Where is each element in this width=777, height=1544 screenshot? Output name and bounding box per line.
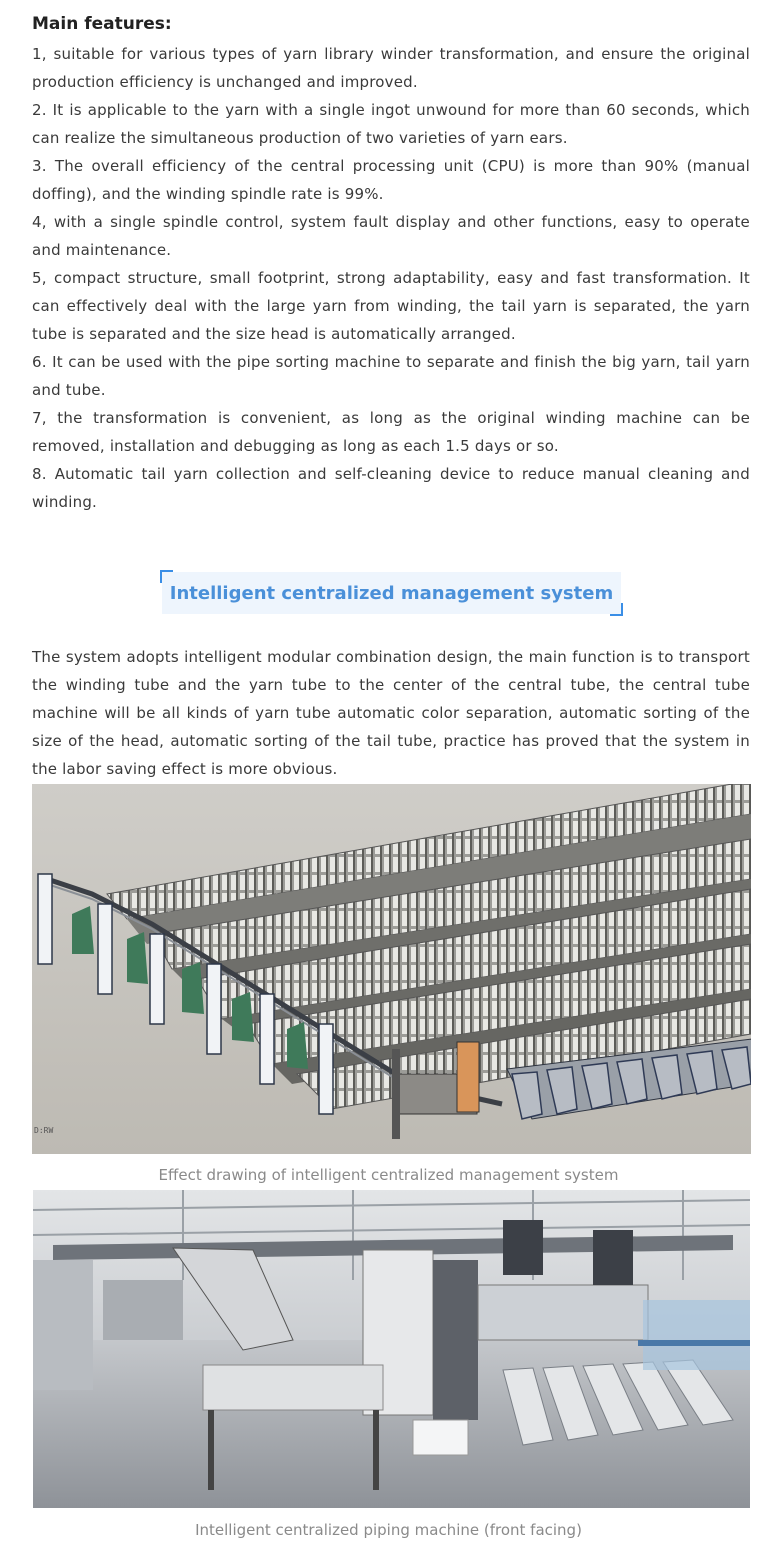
section-heading-bg bbox=[162, 572, 621, 614]
section-heading: Intelligent centralized management system bbox=[169, 582, 614, 604]
figure-caption: Effect drawing of intelligent centralized management system bbox=[158, 1166, 619, 1184]
feature-item: 3. The overall efficiency of the central processing unit (CPU) is more than 90% (manual doffing), and the winding spindle rate is 99%. bbox=[32, 157, 750, 203]
feature-item: 1, suitable for various types of yarn library winder transformation, and ensure the original production efficiency is unchanged and improved. bbox=[32, 45, 750, 91]
piping-machine-graphic bbox=[33, 1190, 750, 1508]
features-title: Main features: bbox=[32, 14, 172, 34]
section-heading-box bbox=[160, 570, 623, 616]
feature-item: 6. It can be used with the pipe sorting machine to separate and finish the big yarn, tail yarn and tube. bbox=[32, 353, 750, 399]
features-section bbox=[32, 8, 750, 516]
feature-item: 7, the transformation is convenient, as long as the original winding machine can be removed, installation and debugging as long as each 1.5 days or so. bbox=[32, 409, 750, 455]
feature-item: 5, compact structure, small footprint, strong adaptability, easy and fast transformation. It can effectively deal with the large yarn from winding, the tail yarn is separated, the yarn tube is separated and the size head is automatically arranged. bbox=[32, 269, 750, 343]
feature-item: 2. It is applicable to the yarn with a single ingot unwound for more than 60 seconds, which can realize the simultaneous production of two varieties of yarn ears. bbox=[32, 101, 750, 147]
corner-bracket-icon bbox=[610, 603, 623, 616]
piping-machine-photo bbox=[33, 1190, 750, 1508]
figure-caption: Intelligent centralized piping machine (front facing) bbox=[195, 1521, 582, 1539]
feature-item: 8. Automatic tail yarn collection and self-cleaning device to reduce manual cleaning and winding. bbox=[32, 465, 750, 511]
feature-item: 4, with a single spindle control, system fault display and other functions, easy to operate and maintenance. bbox=[32, 213, 750, 259]
figure-watermark: D:RW bbox=[34, 1126, 54, 1135]
effect-drawing-graphic bbox=[32, 784, 751, 1154]
effect-drawing-image bbox=[32, 784, 751, 1154]
section-paragraph: The system adopts intelligent modular combination design, the main function is to transport the winding tube and the yarn tube to the center of the central tube, the central tube machine will be all kinds of yarn tube automatic color separation, automatic sorting of the size of the head, automatic sorting of the tail tube, practice has proved that the system in the labor saving effect is more obvious. bbox=[32, 648, 750, 778]
